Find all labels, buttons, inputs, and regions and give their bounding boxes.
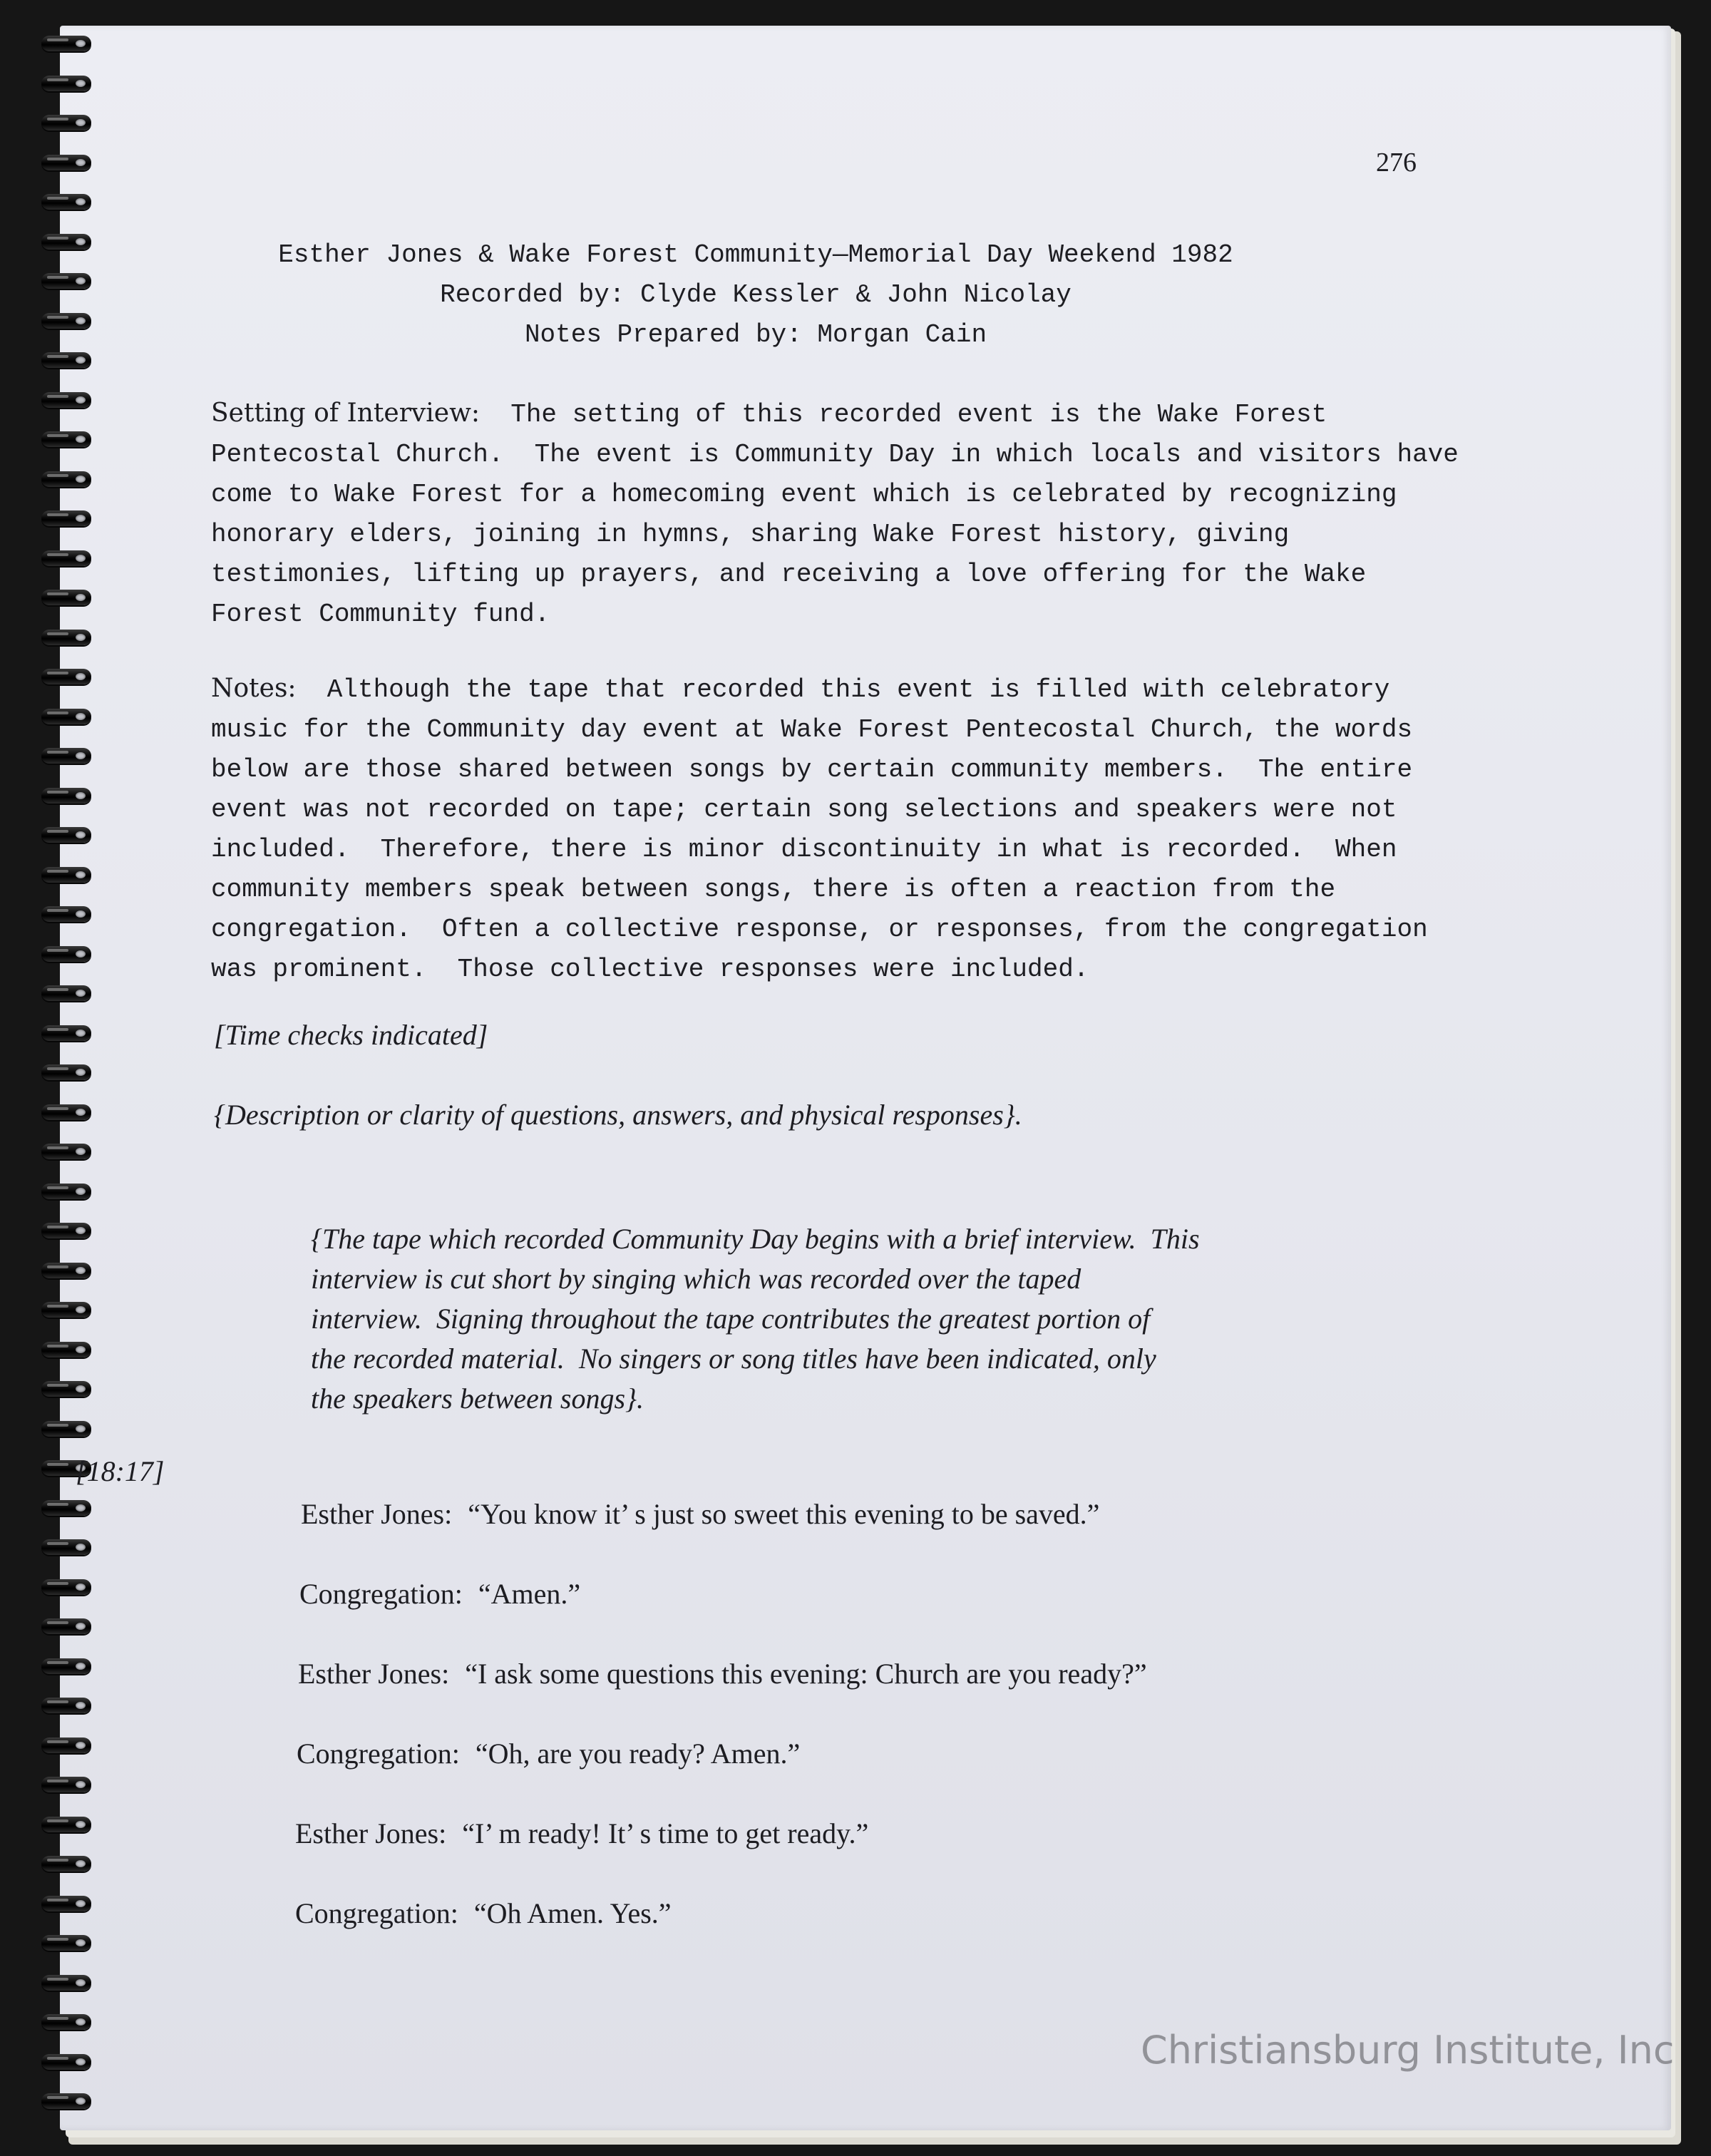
coil-hole	[76, 1979, 86, 1986]
coil-hole	[76, 634, 86, 641]
coil-hole	[76, 871, 86, 878]
binding-coil	[41, 471, 96, 490]
coil-shine	[47, 1345, 68, 1348]
utterance-text: “I ask some questions this evening: Church are you ready?”	[465, 1658, 1147, 1690]
notes-line: music for the Community day event at Wake Forest Pentecostal Church, the words	[211, 715, 1413, 744]
coil-hole	[76, 1306, 86, 1313]
coil-hole	[76, 2058, 86, 2065]
binding-coil	[41, 352, 96, 371]
coil-hole	[76, 1939, 86, 1946]
coil-hole	[76, 950, 86, 958]
binding-coil	[41, 76, 96, 94]
intro-note-line: the speakers between songs}.	[311, 1382, 644, 1415]
intro-note-line: the recorded material. No singers or song titles have been indicated, only	[311, 1343, 1156, 1375]
binding-coil	[41, 906, 96, 925]
coil-hole	[76, 1504, 86, 1511]
binding-coil	[41, 2093, 96, 2112]
coil-shine	[47, 791, 68, 794]
coil-shine	[47, 592, 68, 595]
coil-shine	[47, 988, 68, 991]
coil-shine	[47, 1305, 68, 1308]
coil-shine	[47, 2017, 68, 2020]
binding-coil	[41, 2014, 96, 2033]
coil-shine	[47, 78, 68, 81]
intro-note-line: {The tape which recorded Community Day begins with a brief interview. This	[311, 1223, 1200, 1255]
coil-hole	[76, 673, 86, 680]
coil-shine	[47, 2096, 68, 2099]
binding-coil	[41, 1856, 96, 1874]
setting-line: honorary elders, joining in hymns, sharing Wake Forest history, giving	[211, 520, 1290, 549]
binding-coil	[41, 1223, 96, 1241]
coil-shine	[47, 1266, 68, 1268]
coil-hole	[76, 1227, 86, 1234]
coil-hole	[76, 1030, 86, 1037]
coil-hole	[76, 1742, 86, 1749]
setting-line: Pentecostal Church. The event is Community Day in which locals and visitors have	[211, 440, 1459, 469]
binding-coil	[41, 1025, 96, 1044]
utterance-text: “I’ m ready! It’ s time to get ready.”	[462, 1817, 869, 1849]
setting-paragraph	[211, 394, 1466, 635]
speaker-label: Esther Jones:	[301, 1498, 453, 1530]
transcript-line	[297, 1737, 800, 1770]
key-time-checks: [Time checks indicated]	[214, 1019, 488, 1051]
utterance-text: “Oh Amen. Yes.”	[473, 1897, 672, 1929]
binding-coil	[41, 431, 96, 450]
coil-hole	[76, 1860, 86, 1867]
binding-coil	[41, 1579, 96, 1598]
coil-shine	[47, 118, 68, 120]
coil-shine	[47, 1067, 68, 1070]
coil-shine	[47, 38, 68, 41]
binding-coil	[41, 827, 96, 846]
transcript-line	[298, 1657, 1147, 1690]
key-description: {Description or clarity of questions, answers, and physical responses}.	[214, 1099, 1022, 1131]
binding-coil	[41, 155, 96, 173]
setting-line: testimonies, lifting up prayers, and receiving a love offering for the Wake	[211, 560, 1367, 589]
coil-shine	[47, 1186, 68, 1189]
binding-coil	[41, 1698, 96, 1716]
watermark: Christiansburg Institute, Inc	[1141, 2028, 1675, 2073]
binding-coil	[41, 392, 96, 411]
coil-hole	[76, 2018, 86, 2026]
binding-coil	[41, 709, 96, 727]
binding-coil	[41, 1896, 96, 1914]
coil-shine	[47, 1621, 68, 1624]
coil-shine	[47, 632, 68, 635]
coil-hole	[76, 1425, 86, 1432]
binding-coil	[41, 1144, 96, 1162]
transcript-line	[295, 1817, 868, 1850]
coil-shine	[47, 1899, 68, 1901]
coil-shine	[47, 949, 68, 952]
binding-coil	[41, 1500, 96, 1519]
binding-coil	[41, 1618, 96, 1637]
coil-shine	[47, 1740, 68, 1743]
coil-hole	[76, 1188, 86, 1195]
coil-shine	[47, 158, 68, 160]
coil-shine	[47, 1107, 68, 1110]
setting-line: come to Wake Forest for a homecoming event which is celebrated by recognizing	[211, 480, 1397, 509]
coil-shine	[47, 1859, 68, 1862]
coil-shine	[47, 909, 68, 912]
binding-coil	[41, 630, 96, 648]
setting-line: The setting of this recorded event is the Wake Forest	[480, 400, 1327, 429]
intro-note-line: interview. Signing throughout the tape contributes the greatest portion of	[311, 1303, 1151, 1335]
coil-shine	[47, 751, 68, 754]
coil-shine	[47, 316, 68, 319]
notes-paragraph	[211, 669, 1466, 990]
coil-hole	[76, 752, 86, 759]
binding-coil	[41, 867, 96, 885]
binding-coil	[41, 1302, 96, 1320]
notes-line: Although the tape that recorded this event is filled with celebratory	[296, 675, 1390, 704]
binding-coil	[41, 273, 96, 292]
coil-hole	[76, 713, 86, 720]
binding-coil	[41, 1184, 96, 1202]
coil-hole	[76, 80, 86, 87]
notes-line: community members speak between songs, there is often a reaction from the	[211, 875, 1336, 904]
coil-hole	[76, 1148, 86, 1155]
coil-shine	[47, 1700, 68, 1703]
binding-coil	[41, 1421, 96, 1439]
coil-shine	[47, 1582, 68, 1585]
coil-hole	[76, 159, 86, 166]
coil-shine	[47, 1503, 68, 1506]
binding-coil	[41, 36, 96, 54]
notes-line: included. Therefore, there is minor discontinuity in what is recorded. When	[211, 835, 1397, 864]
binding-coil	[41, 313, 96, 332]
coil-hole	[76, 436, 86, 443]
notes-line: congregation. Often a collective response, or responses, from the congregation	[211, 915, 1428, 944]
coil-shine	[47, 1780, 68, 1782]
coil-hole	[76, 1900, 86, 1907]
speaker-label: Esther Jones:	[295, 1817, 447, 1849]
coil-hole	[76, 792, 86, 799]
coil-shine	[47, 712, 68, 714]
coil-hole	[76, 910, 86, 918]
coil-shine	[47, 197, 68, 200]
coil-shine	[47, 553, 68, 556]
binding-coil	[41, 1777, 96, 1795]
coil-shine	[47, 276, 68, 279]
coil-hole	[76, 1544, 86, 1551]
intro-note-line: interview is cut short by singing which was recorded over the taped	[311, 1263, 1081, 1295]
coil-shine	[47, 1424, 68, 1427]
setting-line: Forest Community fund.	[211, 600, 550, 629]
coil-shine	[47, 1661, 68, 1664]
coil-hole	[76, 515, 86, 522]
binding-coil	[41, 115, 96, 133]
binding-coil	[41, 1975, 96, 1993]
coil-shine	[47, 237, 68, 240]
coil-hole	[76, 1385, 86, 1392]
coil-shine	[47, 1938, 68, 1941]
coil-shine	[47, 2057, 68, 2060]
coil-hole	[76, 1069, 86, 1076]
coil-shine	[47, 1978, 68, 1981]
binding-coil	[41, 234, 96, 252]
transcript-line	[295, 1896, 672, 1930]
header-recorded-by: Recorded by: Clyde Kessler & John Nicolay	[440, 280, 1072, 309]
coil-shine	[47, 1463, 68, 1466]
coil-hole	[76, 198, 86, 205]
binding-coil	[41, 1381, 96, 1400]
notes-line: below are those shared between songs by certain community members. The entire	[211, 755, 1413, 784]
binding-coil	[41, 985, 96, 1004]
binding-coil	[41, 590, 96, 608]
setting-label: Setting of Interview:	[211, 399, 481, 428]
speaker-label: Congregation:	[295, 1897, 458, 1929]
spiral-binding	[41, 36, 98, 2132]
coil-hole	[76, 831, 86, 838]
binding-coil	[41, 1342, 96, 1360]
binding-coil	[41, 669, 96, 687]
coil-hole	[76, 555, 86, 562]
binding-coil	[41, 748, 96, 766]
binding-coil	[41, 1935, 96, 1954]
binding-coil	[41, 550, 96, 569]
coil-hole	[76, 1346, 86, 1353]
utterance-text: “You know it’ s just so sweet this evening to be saved.”	[468, 1498, 1100, 1530]
coil-shine	[47, 513, 68, 516]
transcript-line	[301, 1497, 1099, 1531]
speaker-label: Congregation:	[299, 1578, 463, 1610]
coil-hole	[76, 317, 86, 324]
binding-coil	[41, 1064, 96, 1083]
notes-line: was prominent. Those collective responses were included.	[211, 955, 1089, 984]
time-check-marker: [18:17]	[76, 1455, 165, 1487]
coil-hole	[76, 1583, 86, 1591]
coil-hole	[76, 476, 86, 483]
binding-coil	[41, 194, 96, 212]
coil-hole	[76, 2098, 86, 2105]
coil-hole	[76, 1623, 86, 1630]
coil-shine	[47, 434, 68, 437]
coil-hole	[76, 1663, 86, 1670]
notes-line: event was not recorded on tape; certain song selections and speakers were not	[211, 795, 1397, 824]
transcript-line	[299, 1577, 580, 1611]
coil-hole	[76, 356, 86, 364]
utterance-text: “Oh, are you ready? Amen.”	[475, 1737, 801, 1770]
speaker-label: Esther Jones:	[298, 1658, 450, 1690]
coil-hole	[76, 238, 86, 245]
coil-hole	[76, 1781, 86, 1788]
coil-shine	[47, 395, 68, 398]
binding-coil	[41, 946, 96, 965]
coil-hole	[76, 1702, 86, 1709]
header-notes-by: Notes Prepared by: Morgan Cain	[524, 320, 987, 349]
notes-label: Notes:	[211, 674, 297, 703]
binding-coil	[41, 510, 96, 529]
intro-note	[311, 1219, 1466, 1419]
speaker-label: Congregation:	[297, 1737, 460, 1770]
header-title: Esther Jones & Wake Forest Community—Memorial Day Weekend 1982	[278, 240, 1233, 270]
coil-hole	[76, 594, 86, 601]
binding-coil	[41, 788, 96, 806]
coil-hole	[76, 990, 86, 997]
page-number: 276	[1376, 148, 1417, 178]
coil-hole	[76, 1267, 86, 1274]
coil-hole	[76, 1109, 86, 1116]
binding-coil	[41, 1658, 96, 1677]
coil-hole	[76, 396, 86, 404]
document-header	[214, 235, 1298, 355]
binding-coil	[41, 1104, 96, 1123]
coil-hole	[76, 40, 86, 47]
coil-hole	[76, 1821, 86, 1828]
coil-shine	[47, 1226, 68, 1228]
coil-shine	[47, 474, 68, 477]
coil-shine	[47, 672, 68, 674]
utterance-text: “Amen.”	[478, 1578, 581, 1610]
coil-shine	[47, 355, 68, 358]
coil-shine	[47, 1384, 68, 1387]
coil-hole	[76, 277, 86, 284]
coil-hole	[76, 119, 86, 126]
binding-coil	[41, 1817, 96, 1835]
binding-coil	[41, 1539, 96, 1558]
binding-coil	[41, 1737, 96, 1756]
binding-coil	[41, 1263, 96, 1281]
binding-coil	[41, 2054, 96, 2073]
coil-shine	[47, 1542, 68, 1545]
coil-shine	[47, 1028, 68, 1031]
coil-shine	[47, 1146, 68, 1149]
coil-shine	[47, 870, 68, 873]
coil-shine	[47, 1819, 68, 1822]
coil-shine	[47, 830, 68, 833]
